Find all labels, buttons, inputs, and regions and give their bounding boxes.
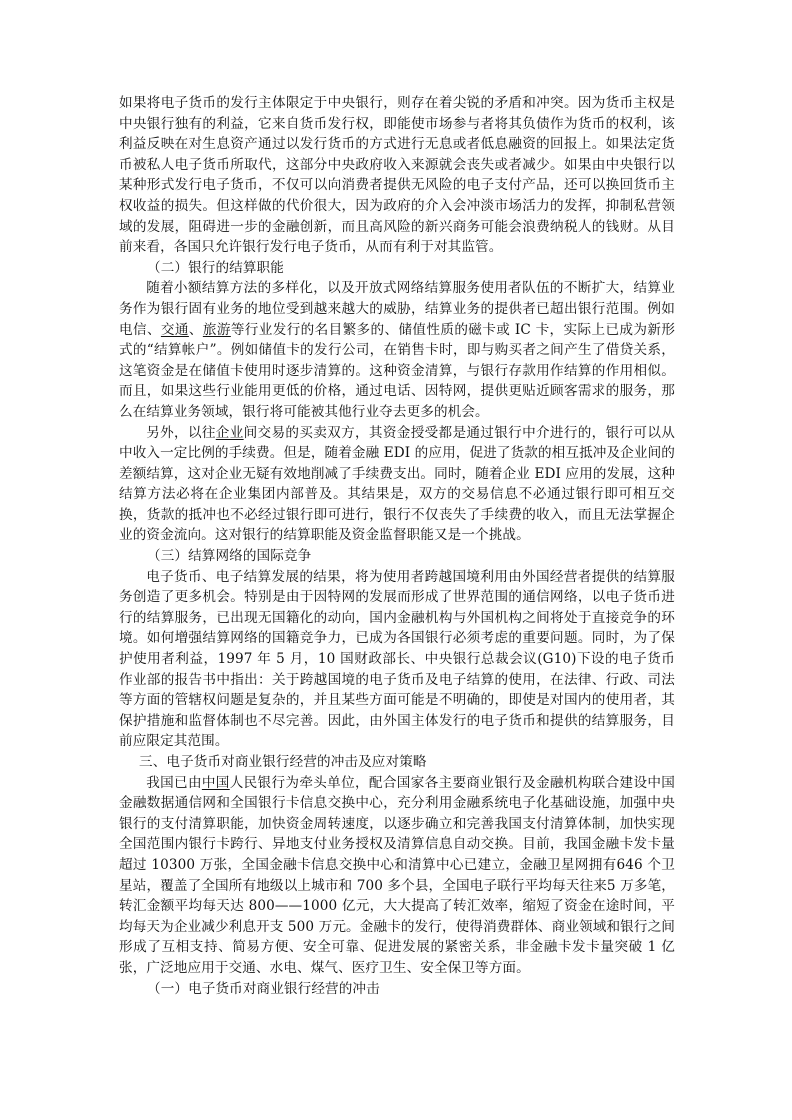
document-page xyxy=(119,93,675,999)
paragraph-text: 人民银行为牵头单位，配合国家各主要商业银行及金融机构联合建设中国金融数据通信网和全国银行卡信息交换中心，充分利用金融系统电子化基础设施，加强中央银行的支付清算职能，加快资金周转速度，以逐步确立和完善我国支付清算体制，加快实现全国范围内银行卡跨行、异地支付业务授权及清算信息自动交换。目前，我国金融卡发卡量超过 10300 万张，全国金融卡信息交换中心和清算中心已建立，金融卫星网拥有646 个卫星站，覆盖了全国所有地级以上城市和 700 多个县，全国电子联行平均每天往来5 万多笔，转汇金额平均每天达 800——1000 亿元，大大提高了转汇效率，缩短了资金在途时间，平均每天为企业减少利息开支 500 万元。金融卡的发行，使得消费群体、商业领域和银行之间形成了互相支持、简易方便、安全可靠、促进发展的紧密关系，非金融卡发卡量突破 1 亿张，广泛地应用于交通、水电、煤气、医疗卫生、安全保卫等方面。 xyxy=(119,774,675,976)
heading-impact-on-banks: （一）电子货币对商业银行经营的冲击 xyxy=(147,980,380,997)
link-transport[interactable]: 交通 xyxy=(160,321,189,338)
paragraph-text: 我国已由 xyxy=(146,774,202,791)
paragraph-text: 、 xyxy=(188,321,203,338)
heading-section-three: 三、电子货币对商业银行经营的冲击及应对策略 xyxy=(139,754,427,770)
paragraph-text: 随着小额结算方法的多样化，以及开放式网络结算服务使用者队伍的不断扩大，结算业务作为银行固有业务的地位受到越来越大的威胁，结算业务的提供者已超出银行范围。例如电信、 xyxy=(119,280,675,338)
heading-bank-settlement-function: （二）银行的结算职能 xyxy=(147,259,284,276)
paragraph-enterprise-edi xyxy=(119,423,675,547)
link-china[interactable]: 中国 xyxy=(201,774,230,791)
paragraph-china-banking-network xyxy=(119,773,675,979)
paragraph-small-settlement xyxy=(119,278,675,422)
paragraph-text: 另外，以往 xyxy=(146,424,216,441)
paragraph-cross-border-settlement: 电子货币、电子结算发展的结果，将为使用者跨越国境利用由外国经营者提供的结算服务创造了更多机会。特别是由于因特网的发展而形成了世界范围的通信网络，以电子货币进行的结算服务，已出现无国籍化的动向，国内金融机构与外国机构之间将处于直接竞争的环境。如何增强结算网络的国籍竞争力，已成为各国银行必须考虑的重要问题。同时，为了保护使用者利益，1997 年 5 月，10 国财政部长、中央银行总裁会议(G10)下设的电子货币作业部的报告书中指出：关于跨越国境的电子货币及电子结算的使用，在法律、行政、司法等方面的管辖权问题是复杂的，并且某些方面可能是不明确的，即使是对国内的使用者，其保护措施和监督体制也不尽完善。因此，由外国主体发行的电子货币和提供的结算服务，目前应限定其范围。 xyxy=(119,568,675,750)
paragraph-text: 等行业发行的名目繁多的、储值性质的磁卡或 IC 卡，实际上已成为新形式的“结算帐户”。例如储值卡的发行公司，在销售卡时，即与购买者之间产生了借贷关系，这笔资金是在储值卡使用时逐步清算的。这种资金清算，与银行存款用作结算的作用相似。而且，如果这些行业能用更低的价格，通过电话、因特网，提供更贴近顾客需求的服务，那么在结算业务领域，银行将可能被其他行业夺去更多的机会。 xyxy=(119,321,676,420)
link-enterprise[interactable]: 企业 xyxy=(215,424,244,441)
paragraph-text: 间交易的买卖双方，其资金授受都是通过银行中介进行的，银行可以从中收入一定比例的手续费。但是，随着金融 EDI 的应用，促进了货款的相互抵冲及企业间的差额结算，这对企业无疑有效地削减了手续费支出。同时，随着企业 EDI 应用的发展，这种结算方法必将在企业集团内部普及。其结果是，双方的交易信息不必通过银行即可相互交换，货款的抵冲也不必经过银行即可进行，银行不仅丧失了手续费的收入，而且无法掌握企业的资金流向。这对银行的结算职能及资金监督职能又是一个挑战。 xyxy=(119,424,675,544)
paragraph-central-bank-issuance: 如果将电子货币的发行主体限定于中央银行，则存在着尖锐的矛盾和冲突。因为货币主权是中央银行独有的利益，它来自货币发行权，即能使市场参与者将其负债作为货币的权利，该利益反映在对生息资产通过以发行货币的方式进行无息或者低息融资的回报上。如果法定货币被私人电子货币所取代，这部分中央政府收入来源就会丧失或者减少。如果由中央银行以某种形式发行电子货币，不仅可以向消费者提供无风险的电子支付产品，还可以换回货币主权收益的损失。但这样做的代价很大，因为政府的介入会冲淡市场活力的发挥，抑制私营领域的发展，阻碍进一步的金融创新，而且高风险的新兴商务可能会浪费纳税人的钱财。从目前来看，各国只允许银行发行电子货币，从而有利于对其监管。 xyxy=(119,95,675,256)
link-tourism[interactable]: 旅游 xyxy=(202,321,231,338)
heading-international-competition: （三）结算网络的国际竞争 xyxy=(147,548,312,565)
